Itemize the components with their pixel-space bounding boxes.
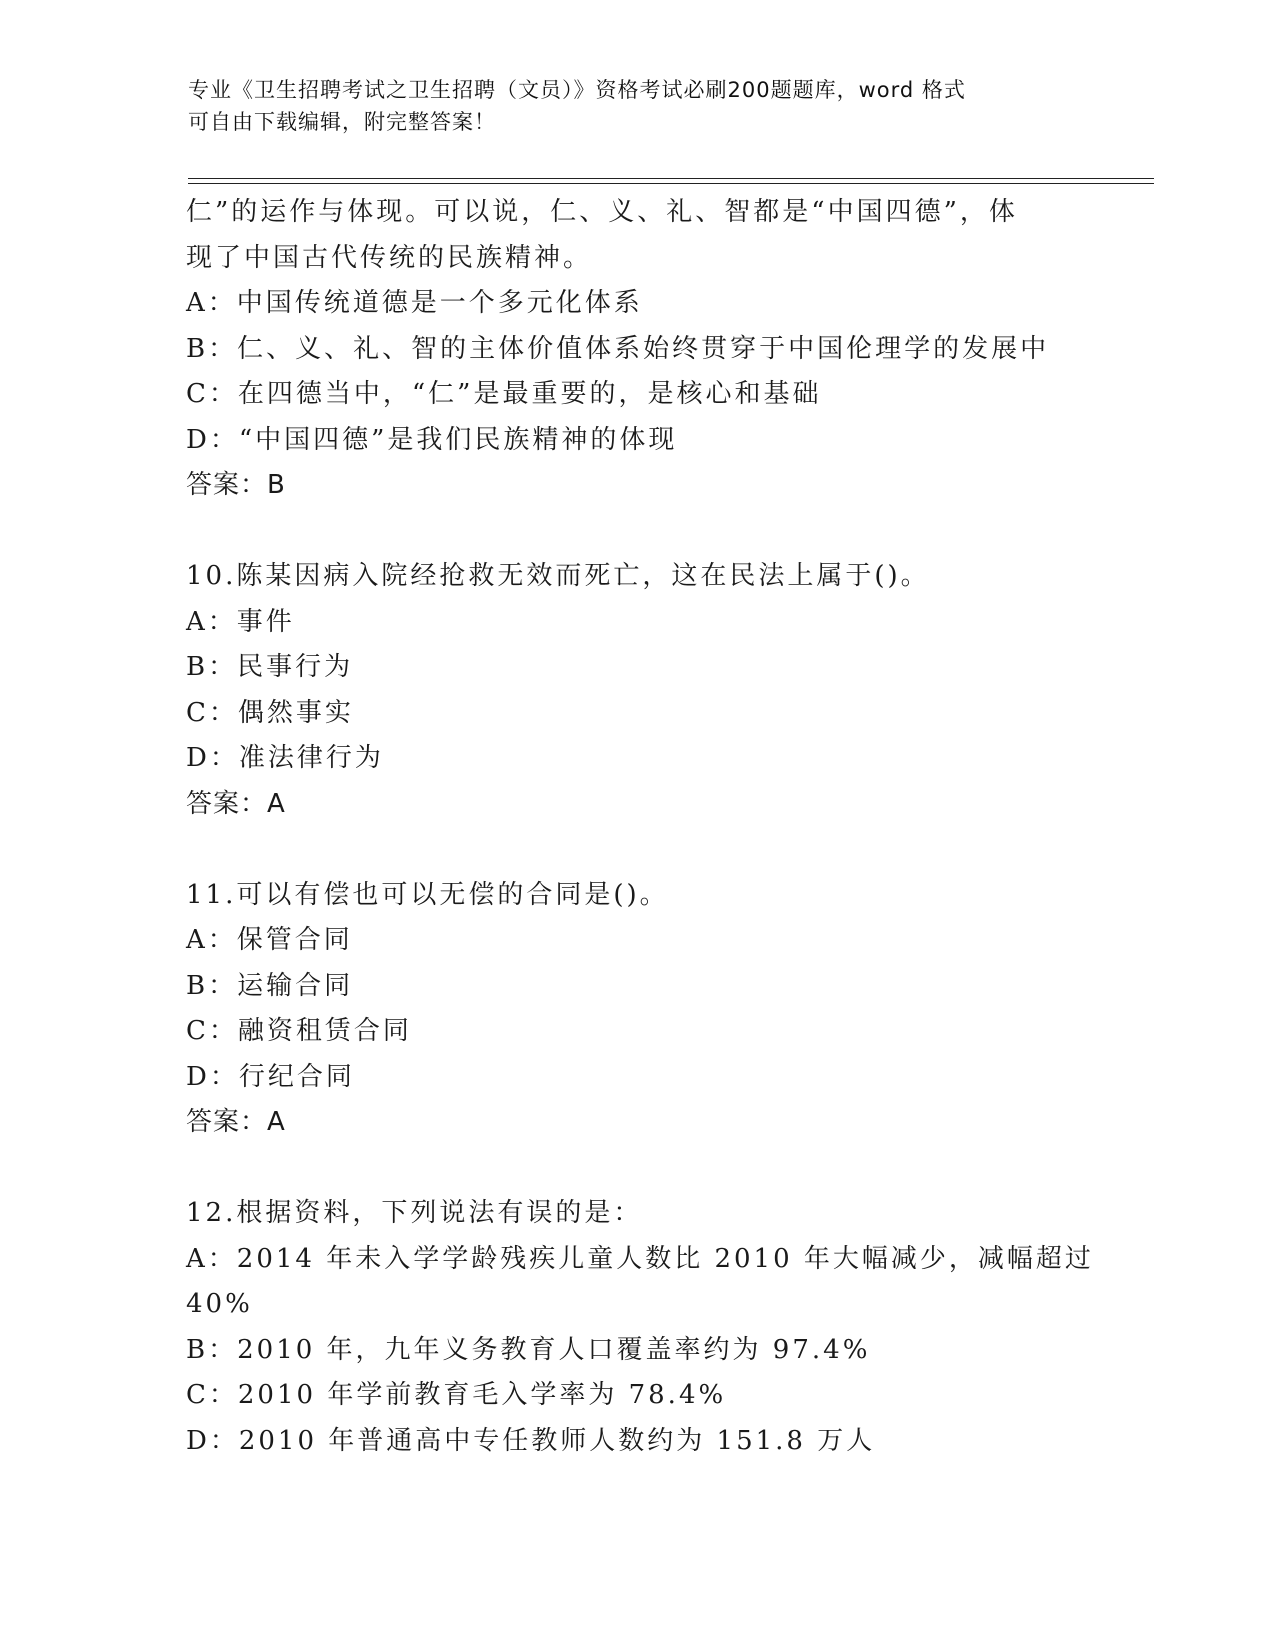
spacer	[186, 827, 1086, 873]
option-c: C：在四德当中，“仁”是最重要的，是核心和基础	[186, 379, 822, 409]
option-d: D：2010 年普通高中专任教师人数约为 151.8 万人	[186, 1425, 876, 1456]
question-9-continuation	[186, 190, 1086, 509]
question-11	[186, 873, 1086, 1146]
question-10	[186, 554, 1086, 827]
option-b: B：民事行为	[186, 652, 354, 682]
option-a: A：保管合同	[186, 925, 353, 955]
spacer	[186, 1146, 1086, 1192]
option-d: D：行纪合同	[186, 1061, 355, 1092]
spacer	[186, 509, 1086, 555]
header-divider-bottom	[188, 183, 1154, 184]
option-d: D：准法律行为	[186, 743, 384, 773]
header-title-line-1: 专业《卫生招聘考试之卫生招聘（文员）》资格考试必刷200题题库，word 格式	[188, 78, 966, 102]
page-header	[188, 74, 1088, 138]
question-text: 11.可以有偿也可以无偿的合同是()。	[186, 879, 669, 910]
option-b: B：运输合同	[186, 970, 354, 1001]
option-d: D：“中国四德”是我们民族精神的体现	[186, 424, 678, 455]
question-text: 12.根据资料，下列说法有误的是：	[186, 1198, 643, 1228]
question-12	[186, 1191, 1094, 1464]
header-divider-top	[188, 178, 1154, 179]
question-text-line: 现了中国古代传统的民族精神。	[186, 242, 593, 273]
answer: 答案：A	[186, 788, 286, 819]
option-b: B：2010 年，九年义务教育人口覆盖率约为 97.4%	[186, 1334, 871, 1365]
option-a: A：2014 年未入学学龄残疾儿童人数比 2010 年大幅减少，减幅超过	[186, 1243, 1094, 1274]
option-a-continued: 40%	[186, 1289, 253, 1319]
option-a: A：中国传统道德是一个多元化体系	[186, 288, 643, 318]
question-text: 10.陈某因病入院经抢救无效而死亡，这在民法上属于()。	[186, 561, 930, 591]
option-c: C：融资租赁合同	[186, 1016, 412, 1046]
header-title-line-2: 可自由下载编辑，附完整答案！	[188, 110, 496, 134]
question-text-line: 仁”的运作与体现。可以说，仁、义、礼、智都是“中国四德”，体	[186, 197, 1018, 227]
option-b: B：仁、义、礼、智的主体价值体系始终贯穿于中国伦理学的发展中	[186, 333, 1050, 364]
option-c: C：2010 年学前教育毛入学率为 78.4%	[186, 1380, 727, 1410]
question-list	[186, 190, 1094, 1464]
option-a: A：事件	[186, 606, 295, 637]
option-c: C：偶然事实	[186, 697, 354, 728]
answer: 答案：A	[186, 1107, 286, 1137]
answer: 答案：B	[186, 470, 286, 500]
